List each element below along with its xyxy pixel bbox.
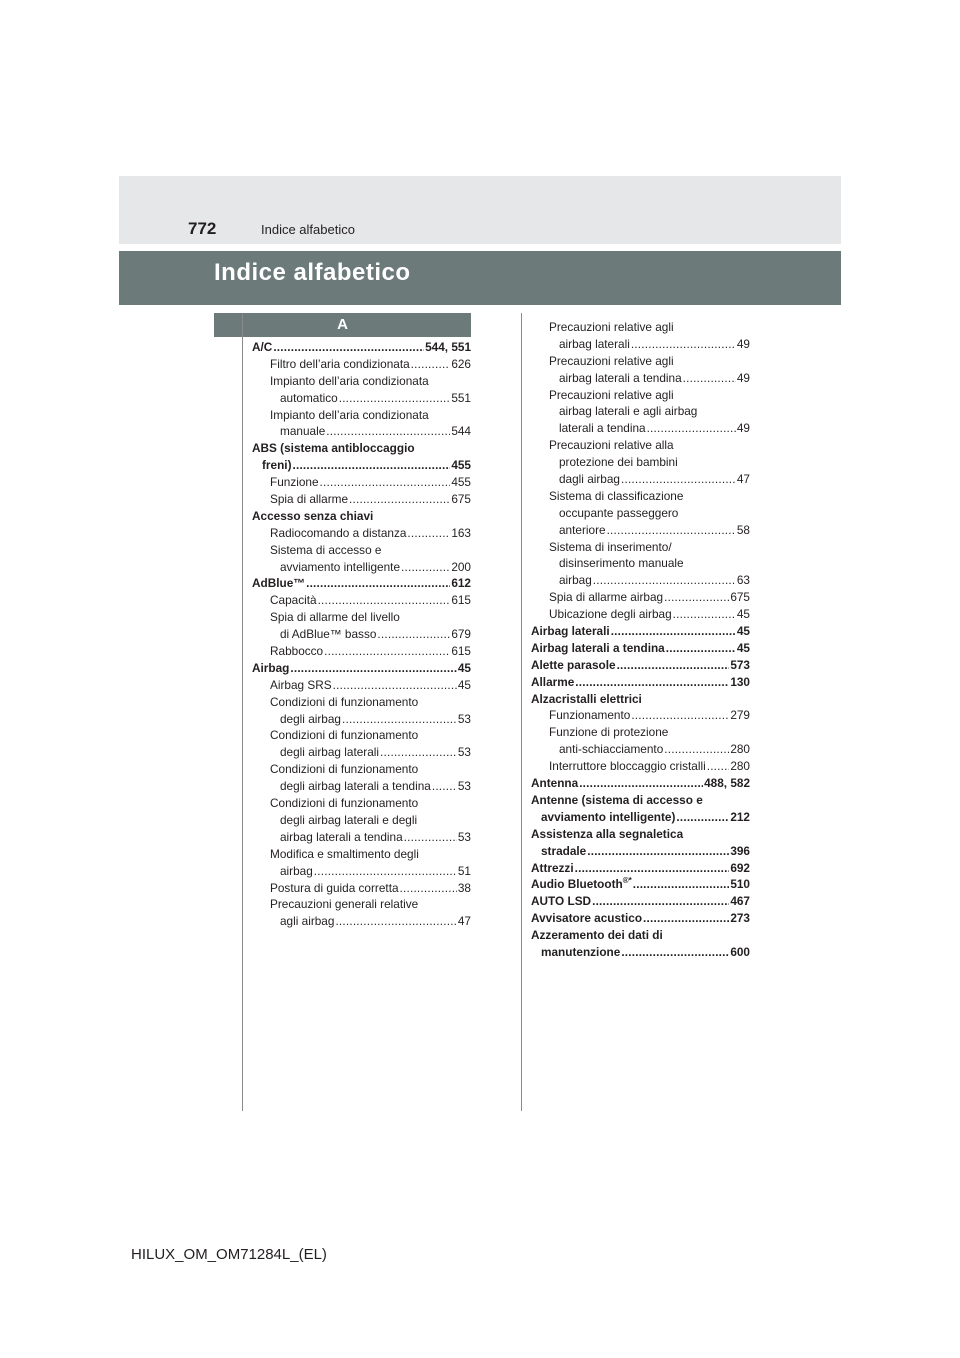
page-number: 772 [188, 219, 217, 238]
index-entry-term: Attrezzi [531, 860, 574, 875]
index-entry-page: 163 [451, 525, 471, 540]
index-entry-page: 273 [730, 911, 750, 926]
index-entry-term: Sistema di inserimento/ [549, 539, 672, 554]
index-entry-term: anti-schiacciamento [559, 742, 664, 757]
index-entry [252, 356, 471, 373]
index-entry-page: 675 [451, 492, 471, 507]
dot-leader [314, 863, 457, 880]
index-entry-term: airbag [559, 573, 592, 588]
index-entry-term: protezione dei bambini [559, 455, 678, 470]
index-entry-term: ABS (sistema antibloccaggio [252, 441, 415, 456]
column-divider-left [242, 313, 243, 1111]
index-entry [531, 589, 750, 606]
index-entry-term: airbag laterali e agli airbag [559, 404, 698, 419]
index-entry-term: AdBlue™ [252, 576, 306, 591]
index-entry-term: airbag laterali a tendina [559, 370, 682, 385]
index-entry-page: 45 [457, 677, 471, 692]
index-entry [531, 809, 750, 826]
index-entry [252, 778, 471, 795]
index-entry [531, 539, 750, 556]
index-entry-term: di AdBlue™ basso [280, 627, 377, 642]
index-entry [531, 893, 750, 910]
index-entry [531, 606, 750, 623]
index-entry-term: Precauzioni relative alla [549, 438, 674, 453]
dot-leader [339, 390, 451, 407]
index-entry-term: degli airbag laterali e degli [280, 812, 418, 827]
index-entry-page: 551 [451, 390, 471, 405]
dot-leader [318, 592, 451, 609]
index-entry [531, 403, 750, 420]
index-entry [252, 559, 471, 576]
page-title: Indice alfabetico [214, 259, 411, 286]
index-entry [252, 880, 471, 897]
index-entry [531, 724, 750, 741]
index-entry-page: 544 [451, 424, 471, 439]
dot-leader [607, 522, 736, 539]
dot-leader [621, 944, 729, 961]
index-entry [531, 454, 750, 471]
dot-leader [621, 471, 736, 488]
dot-leader [432, 778, 457, 795]
index-entry [531, 691, 750, 708]
index-entry [531, 792, 750, 809]
index-entry-term: Condizioni di funzionamento [270, 796, 419, 811]
index-entry-term: Funzione [270, 475, 319, 490]
dot-leader [575, 860, 730, 877]
running-title: Indice alfabetico [261, 222, 355, 237]
dot-leader [647, 420, 736, 437]
dot-leader [631, 336, 736, 353]
index-entry-term: dagli airbag [559, 472, 620, 487]
index-entry-term: Alette parasole [531, 657, 616, 672]
index-entry [252, 626, 471, 643]
dot-leader [664, 589, 729, 606]
index-entry-term: Antenna [531, 776, 579, 791]
index-entry-term: agli airbag [280, 914, 335, 929]
index-entry-term: Condizioni di funzionamento [270, 762, 419, 777]
index-entry [252, 812, 471, 829]
dot-leader [587, 843, 729, 860]
index-entry-page: 544, 551 [425, 340, 471, 354]
index-entry-page: 130 [730, 674, 750, 689]
index-entry-term: Capacità [270, 593, 317, 608]
index-entry-term: Precauzioni relative agli [549, 320, 674, 334]
index-entry-term: manuale [280, 424, 326, 439]
index-entry-term: freni) [262, 458, 292, 473]
index-entry-page: 53 [457, 745, 471, 760]
dot-leader [611, 623, 736, 640]
index-entry-term: Funzionamento [549, 708, 631, 723]
index-entry [531, 707, 750, 724]
index-entry [531, 555, 750, 572]
index-entry [531, 910, 750, 927]
index-entry [252, 677, 471, 694]
dot-leader [380, 744, 457, 761]
index-entry [252, 795, 471, 812]
index-entry-term: Precauzioni generali relative [270, 897, 419, 912]
index-entry-term: Airbag [252, 660, 290, 675]
index-entry-term: Precauzioni relative agli [549, 387, 674, 402]
index-entry [252, 863, 471, 880]
index-entry [531, 505, 750, 522]
index-entry-term: airbag laterali [559, 336, 630, 351]
index-entry [531, 843, 750, 860]
dot-leader [273, 339, 424, 356]
index-entry [531, 471, 750, 488]
index-column-left [252, 339, 471, 930]
dot-leader [592, 893, 729, 910]
index-entry-term: Airbag laterali a tendina [531, 640, 665, 655]
index-entry-term: Impianto dell’aria condizionata [270, 373, 429, 388]
index-entry-page: 612 [451, 576, 471, 591]
index-entry-page: 600 [730, 944, 750, 959]
index-entry-term: airbag [280, 863, 313, 878]
index-entry [531, 522, 750, 539]
index-entry [531, 336, 750, 353]
dot-leader [333, 677, 457, 694]
index-entry [531, 657, 750, 674]
index-entry [531, 488, 750, 505]
index-entry [252, 525, 471, 542]
dot-leader [633, 876, 730, 893]
index-entry [252, 896, 471, 913]
dot-leader [683, 370, 736, 387]
index-entry-term: Spia di allarme airbag [549, 590, 664, 605]
index-entry-term: Rabbocco [270, 644, 324, 659]
index-entry-page: 51 [457, 863, 471, 878]
index-entry-term: Accesso senza chiavi [252, 508, 374, 523]
index-entry-term: Ubicazione degli airbag [549, 607, 672, 622]
index-entry-term: Sistema di accesso e [270, 542, 382, 557]
index-entry [531, 420, 750, 437]
index-entry-page: 63 [736, 573, 750, 588]
index-entry [252, 373, 471, 390]
index-entry-term: AUTO LSD [531, 894, 592, 909]
index-entry-page: 573 [730, 657, 750, 672]
index-entry [531, 640, 750, 657]
index-entry [531, 353, 750, 370]
index-entry-page: 626 [451, 356, 471, 371]
dot-leader [400, 880, 457, 897]
index-entry-page: 38 [457, 880, 471, 895]
index-entry [252, 339, 471, 356]
index-entry-superscript: ®* [622, 876, 632, 886]
index-entry-term: degli airbag laterali [280, 745, 380, 760]
index-entry-page: 45 [736, 640, 750, 655]
index-entry-term: Condizioni di funzionamento [270, 694, 419, 709]
dot-leader [411, 356, 451, 373]
index-entry-page: 396 [730, 843, 750, 858]
index-entry-term: airbag laterali a tendina [280, 829, 403, 844]
index-entry [252, 744, 471, 761]
dot-leader [326, 423, 450, 440]
dot-leader [579, 775, 703, 792]
index-entry-term: avviamento intelligente [280, 559, 401, 574]
index-entry [252, 711, 471, 728]
index-entry [531, 860, 750, 877]
index-entry-page: 615 [451, 593, 471, 608]
index-entry [531, 741, 750, 758]
column-divider-right [521, 313, 522, 1111]
index-entry-term: Audio Bluetooth®* [531, 876, 632, 892]
index-entry-page: 510 [730, 877, 750, 892]
index-entry-term: Airbag SRS [270, 677, 332, 692]
section-letter: A [214, 313, 471, 337]
index-entry-term: Filtro dell’aria condizionata [270, 356, 410, 371]
index-entry-term: Alzacristalli elettrici [531, 691, 642, 706]
index-entry-term: anteriore [559, 522, 606, 537]
index-entry-page: 212 [730, 809, 750, 824]
index-entry [252, 643, 471, 660]
dot-leader [290, 660, 457, 677]
index-entry-term: Antenne (sistema di accesso e [531, 792, 703, 807]
dot-leader [349, 491, 450, 508]
index-entry [531, 775, 750, 792]
index-entry-term: avviamento intelligente) [541, 809, 676, 824]
dot-leader [324, 643, 450, 660]
dot-leader [643, 910, 729, 927]
index-entry-term: Spia di allarme del livello [270, 610, 400, 625]
index-entry [252, 913, 471, 930]
dot-leader [293, 457, 451, 474]
index-entry [252, 474, 471, 491]
index-entry-term: occupante passeggero [559, 505, 679, 520]
dot-leader [407, 525, 450, 542]
index-entry-page: 53 [457, 711, 471, 726]
index-entry-page: 47 [457, 914, 471, 929]
index-entry [252, 575, 471, 592]
index-entry [531, 944, 750, 961]
dot-leader [664, 741, 729, 758]
index-entry-term: A/C [252, 340, 273, 354]
index-entry-page: 47 [736, 472, 750, 487]
index-entry-page: 45 [736, 607, 750, 622]
dot-leader [631, 707, 729, 724]
index-entry [252, 457, 471, 474]
index-entry [252, 829, 471, 846]
dot-leader [617, 657, 730, 674]
index-entry-page: 455 [451, 458, 471, 473]
index-entry-term: Allarme [531, 674, 575, 689]
index-entry-page: 49 [736, 370, 750, 385]
index-entry-term: Modifica e smaltimento degli [270, 846, 419, 861]
index-column-right [531, 319, 750, 961]
dot-leader [377, 626, 450, 643]
index-entry-page: 679 [451, 627, 471, 642]
index-entry [252, 542, 471, 559]
dot-leader [575, 674, 729, 691]
index-entry-page: 488, 582 [704, 776, 750, 791]
index-entry [531, 319, 750, 336]
index-entry-term: Funzione di protezione [549, 725, 669, 740]
index-entry-term: Assistenza alla segnaletica [531, 826, 684, 841]
index-entry [252, 592, 471, 609]
index-entry-page: 467 [730, 894, 750, 909]
index-entry [252, 761, 471, 778]
index-entry-term: degli airbag [280, 711, 341, 726]
dot-leader [306, 575, 450, 592]
index-entry [531, 674, 750, 691]
dot-leader [673, 606, 736, 623]
index-entry [531, 876, 750, 893]
index-entry-page: 200 [451, 559, 471, 574]
index-entry-term: Condizioni di funzionamento [270, 728, 419, 743]
index-entry [531, 826, 750, 843]
index-entry-term: automatico [280, 390, 338, 405]
index-entry-page: 49 [736, 421, 750, 436]
index-entry-term: Avvisatore acustico [531, 911, 643, 926]
index-entry [252, 491, 471, 508]
index-entry-term: stradale [541, 843, 587, 858]
index-entry-term: laterali a tendina [559, 421, 646, 436]
index-entry [252, 440, 471, 457]
index-entry-term: Radiocomando a distanza [270, 525, 407, 540]
dot-leader [320, 474, 451, 491]
index-entry-page: 58 [736, 522, 750, 537]
index-entry-term: Impianto dell’aria condizionata [270, 407, 429, 422]
index-entry-term: Azzeramento dei dati di [531, 928, 663, 943]
index-entry-term: Precauzioni relative agli [549, 353, 674, 368]
index-entry-page: 45 [457, 660, 471, 675]
index-entry-page: 45 [736, 624, 750, 639]
index-entry [252, 609, 471, 626]
dot-leader [666, 640, 736, 657]
index-entry-term: Airbag laterali [531, 624, 610, 639]
index-entry-page: 280 [730, 759, 750, 774]
index-entry-page: 49 [736, 336, 750, 351]
index-entry-page: 53 [457, 829, 471, 844]
dot-leader [404, 829, 457, 846]
index-entry [252, 407, 471, 424]
dot-leader [593, 572, 736, 589]
index-entry-page: 615 [451, 644, 471, 659]
index-entry [252, 508, 471, 525]
index-entry-term: Postura di guida corretta [270, 880, 399, 895]
index-entry-page: 279 [730, 708, 750, 723]
index-entry-term: Spia di allarme [270, 492, 349, 507]
index-entry-page: 692 [730, 860, 750, 875]
index-entry [531, 758, 750, 775]
index-entry [252, 846, 471, 863]
index-entry [531, 572, 750, 589]
dot-leader [342, 711, 457, 728]
index-entry-term: manutenzione [541, 944, 621, 959]
index-entry [531, 927, 750, 944]
index-entry [531, 623, 750, 640]
index-entry-term: degli airbag laterali a tendina [280, 779, 431, 794]
index-entry [252, 660, 471, 677]
index-entry-term: Interruttore bloccaggio cristalli [549, 759, 706, 774]
header-band [119, 176, 841, 244]
index-entry [252, 694, 471, 711]
dot-leader [707, 758, 730, 775]
index-entry-page: 53 [457, 779, 471, 794]
index-entry [252, 423, 471, 440]
index-entry [531, 370, 750, 387]
index-entry [531, 387, 750, 404]
dot-leader [676, 809, 729, 826]
index-entry-term: Sistema di classificazione [549, 488, 684, 503]
index-entry [252, 390, 471, 407]
index-entry [252, 727, 471, 744]
index-entry-term: disinserimento manuale [559, 556, 684, 571]
index-entry-page: 455 [451, 475, 471, 490]
dot-leader [401, 559, 450, 576]
index-entry [531, 437, 750, 454]
index-entry-page: 280 [730, 742, 750, 757]
dot-leader [335, 913, 456, 930]
index-entry-page: 675 [730, 590, 750, 605]
document-code: HILUX_OM_OM71284L_(EL) [131, 1246, 327, 1263]
